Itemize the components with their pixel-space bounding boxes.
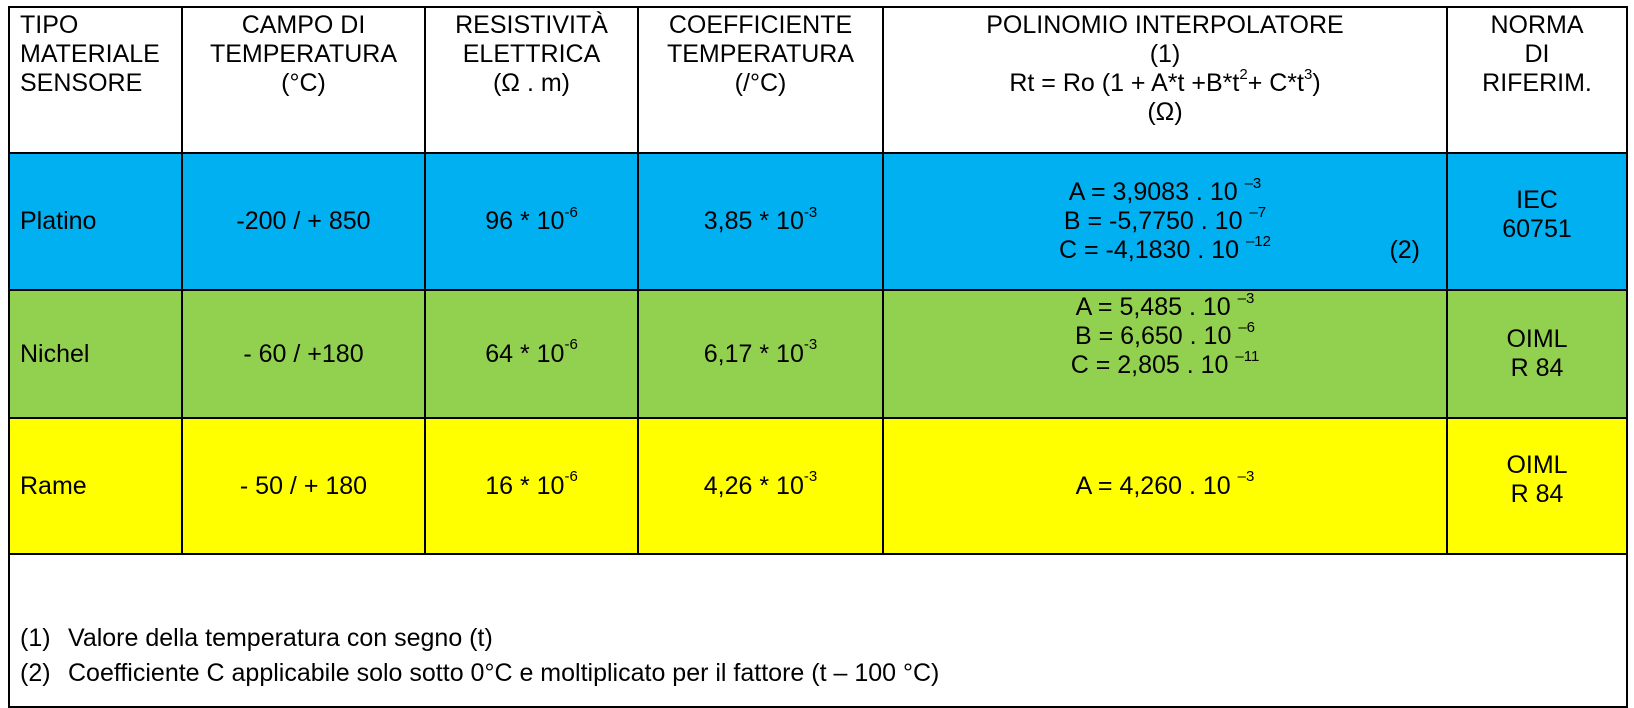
header-text: RIFERIM. — [1482, 69, 1592, 97]
footnote-text: Coefficiente C applicabile solo sotto 0°C e moltiplicato per il fattore (t – 100 °C) — [68, 659, 940, 687]
coef-exponent: –11 — [1235, 347, 1260, 365]
range-cell: - 60 / +180 — [182, 290, 425, 418]
coefficient-line — [884, 318, 1446, 351]
header-text: ELETTRICA — [462, 40, 601, 68]
polynomial-cell — [883, 290, 1447, 418]
value-exponent: -6 — [564, 203, 578, 221]
footnotes-row — [9, 554, 1627, 707]
value-base: 64 * 10 — [485, 339, 565, 368]
standard-cell — [1447, 418, 1627, 554]
polynomial-cell — [883, 153, 1447, 290]
range-cell: -200 / + 850 — [182, 153, 425, 290]
resistivity-cell — [425, 290, 638, 418]
coef-base: B = 6,650 . 10 — [1074, 322, 1239, 350]
header-text: NORMA — [1490, 11, 1584, 39]
header-text: TEMPERATURA — [666, 40, 855, 68]
value-base: 6,17 * 10 — [703, 339, 804, 368]
table-row — [9, 418, 1627, 554]
coef-base: C = 2,805 . 10 — [1070, 351, 1236, 379]
coefficient-cell — [638, 418, 883, 554]
table-row — [9, 153, 1627, 290]
header-resistivity — [425, 7, 638, 153]
header-text: SENSORE — [20, 69, 143, 97]
header-text: (1) — [1149, 40, 1181, 68]
footnote-number: (2) — [20, 659, 51, 687]
header-temperature-coefficient — [638, 7, 883, 153]
formula-part: + C*t — [1247, 69, 1304, 97]
value-base: 16 * 10 — [485, 471, 565, 500]
header-text: COEFFICIENTE — [668, 11, 853, 39]
polynomial-formula — [884, 65, 1446, 98]
coef-base: C = -4,1830 . 10 — [1059, 236, 1246, 264]
header-text: (Ω . m) — [492, 69, 570, 97]
coef-base: B = -5,7750 . 10 — [1063, 207, 1250, 235]
sensor-materials-table — [8, 6, 1628, 708]
coefficient-line — [884, 468, 1446, 501]
coef-base: A = 4,260 . 10 — [1075, 471, 1238, 500]
coef-exponent: –7 — [1249, 203, 1267, 221]
formula-part: ) — [1312, 69, 1321, 97]
header-text: (/°C) — [734, 69, 787, 97]
coef-exponent: –3 — [1244, 174, 1262, 192]
material-cell: Platino — [9, 153, 182, 290]
footnote — [20, 656, 1626, 691]
coef-exponent: –3 — [1237, 468, 1255, 486]
value-exponent: -6 — [564, 468, 578, 486]
coef-exponent: –6 — [1238, 318, 1255, 336]
value-exponent: -6 — [564, 336, 578, 354]
header-text: MATERIALE — [20, 40, 160, 68]
header-row — [9, 7, 1627, 153]
value-exponent: -3 — [803, 468, 818, 486]
material-cell: Rame — [9, 418, 182, 554]
standard-cell — [1447, 290, 1627, 418]
coef-exponent: –3 — [1237, 289, 1255, 307]
coefficient-line — [884, 232, 1446, 265]
header-text: (Ω) — [1147, 98, 1183, 126]
table-row — [9, 290, 1627, 418]
standard-cell — [1447, 153, 1627, 290]
value-exponent: -3 — [803, 203, 818, 221]
header-polynomial — [883, 7, 1447, 153]
header-text: TEMPERATURA — [209, 40, 398, 68]
header-text: POLINOMIO INTERPOLATORE — [986, 11, 1344, 39]
value-base: 4,26 * 10 — [703, 471, 804, 500]
value-exponent: -3 — [803, 336, 818, 354]
standard-text: 60751 — [1502, 215, 1572, 243]
formula-exponent: 3 — [1303, 65, 1313, 83]
footnote-ref: (2) — [1389, 236, 1420, 264]
footnote-text: Valore della temperatura con segno (t) — [68, 624, 493, 652]
resistivity-cell — [425, 153, 638, 290]
standard-text: R 84 — [1510, 480, 1564, 508]
standard-text: R 84 — [1510, 354, 1564, 382]
header-reference-standard — [1447, 7, 1627, 153]
sensor-table-sheet — [8, 6, 1626, 708]
footnotes-cell — [9, 554, 1627, 707]
polynomial-cell — [883, 418, 1447, 554]
footnote-number: (1) — [20, 624, 51, 652]
material-cell: Nichel — [9, 290, 182, 418]
standard-text: OIML — [1506, 451, 1568, 479]
header-text: DI — [1524, 40, 1550, 68]
coef-base: A = 5,485 . 10 — [1075, 293, 1238, 321]
resistivity-cell — [425, 418, 638, 554]
coefficient-line — [884, 289, 1446, 322]
value-base: 96 * 10 — [485, 207, 565, 235]
coef-base: A = 3,9083 . 10 — [1068, 178, 1245, 206]
header-material-type — [9, 7, 182, 153]
coefficient-line — [884, 174, 1446, 207]
footnote — [20, 621, 1626, 656]
header-text: CAMPO DI — [241, 11, 366, 39]
header-text: (°C) — [281, 69, 326, 97]
value-base: 3,85 * 10 — [703, 207, 804, 235]
coefficient-cell — [638, 153, 883, 290]
coefficient-line — [884, 203, 1446, 236]
standard-text: OIML — [1506, 325, 1568, 353]
standard-text: IEC — [1516, 186, 1558, 214]
formula-exponent: 2 — [1239, 65, 1248, 83]
header-text: TIPO — [20, 11, 79, 39]
range-cell: - 50 / + 180 — [182, 418, 425, 554]
header-text: RESISTIVITÀ — [455, 11, 608, 39]
coefficient-cell — [638, 290, 883, 418]
coef-exponent: –12 — [1245, 232, 1271, 250]
coefficient-line — [884, 347, 1446, 380]
formula-part: Rt = Ro (1 + A*t +B*t — [1009, 69, 1240, 97]
header-temperature-range — [182, 7, 425, 153]
